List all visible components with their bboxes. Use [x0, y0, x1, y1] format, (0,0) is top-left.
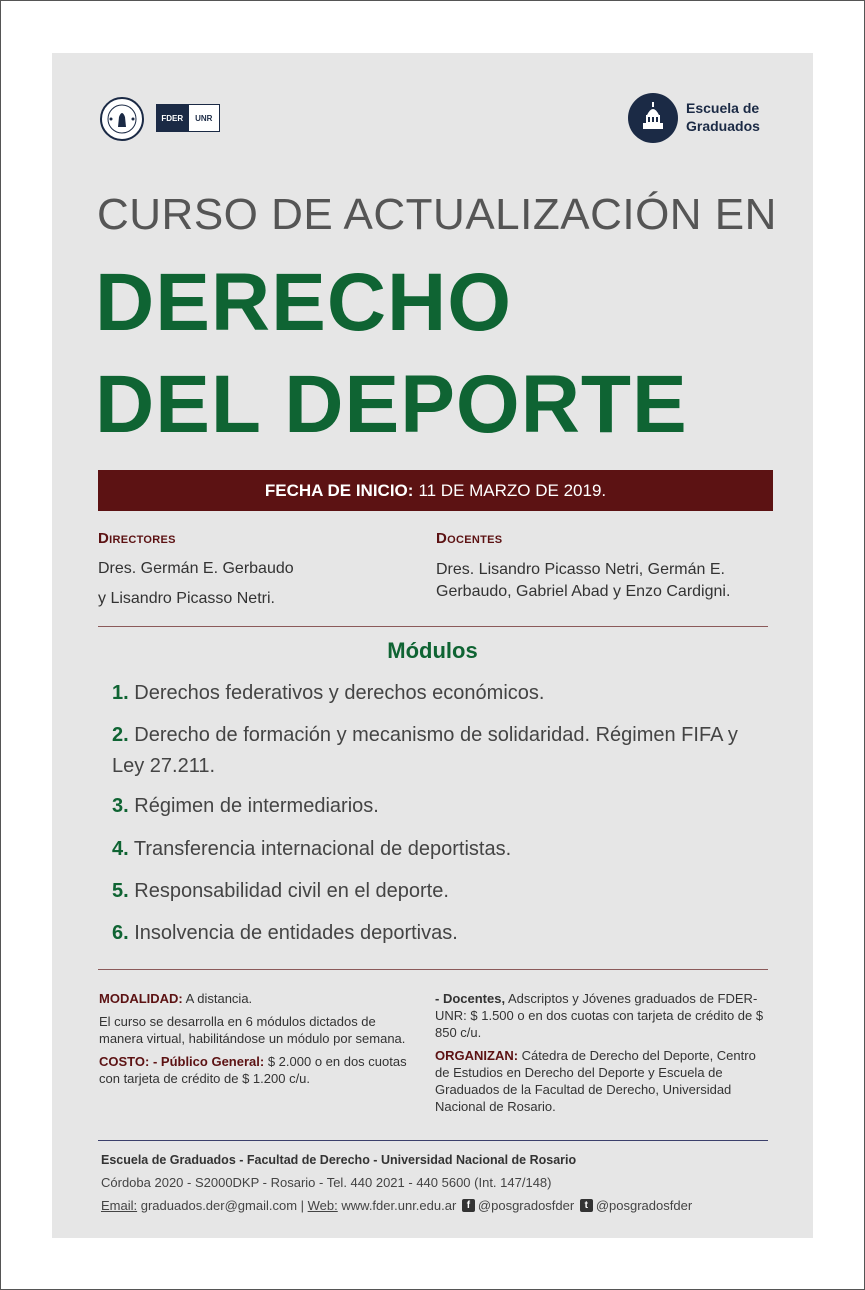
- module-number: 3.: [112, 795, 129, 817]
- directores-text: [98, 554, 294, 614]
- web-link[interactable]: www.fder.unr.edu.ar: [341, 1198, 457, 1213]
- email-link[interactable]: graduados.der@gmail.com |: [140, 1198, 305, 1213]
- footer-contact: [101, 1198, 692, 1213]
- email-label: Email:: [101, 1198, 138, 1213]
- course-title-line2: DEL DEPORTE: [95, 359, 688, 450]
- docentes-line1: Dres. Lisandro Picasso Netri, Germán E.: [436, 561, 725, 578]
- docentes-cost-label: - Docentes,: [435, 991, 506, 1006]
- facebook-icon: f: [462, 1199, 475, 1212]
- directores-line1: Dres. Germán E. Gerbaudo: [98, 560, 294, 577]
- module-item: [112, 834, 752, 865]
- web-label: Web:: [307, 1198, 338, 1213]
- divider: [98, 626, 768, 627]
- docentes-text: [436, 559, 730, 603]
- module-text: Transferencia internacional de deportistas.: [133, 838, 512, 860]
- directores-line2: y Lisandro Picasso Netri.: [98, 590, 275, 607]
- costo-public-value: $ 2.000 o en dos cuotas con tarjeta de crédito de $ 1.200 c/u.: [99, 1054, 407, 1086]
- building-icon: [628, 93, 678, 143]
- costo-label: COSTO:: [99, 1054, 150, 1069]
- modalidad-value: A distancia.: [185, 991, 253, 1006]
- twitter-icon: t: [580, 1199, 593, 1212]
- docentes-heading: Docentes: [436, 530, 503, 547]
- footer-address: Córdoba 2020 - S2000DKP - Rosario - Tel. 440 2021 - 440 5600 (Int. 147/148): [101, 1175, 552, 1190]
- course-title-line1: DERECHO: [95, 257, 513, 348]
- module-number: 4.: [112, 838, 129, 860]
- directores-heading: Directores: [98, 530, 176, 547]
- info-left-column: [99, 990, 421, 1087]
- module-text: Derechos federativos y derechos económicos.: [134, 682, 545, 704]
- modalidad-description: El curso se desarrolla en 6 módulos dictados de manera virtual, habilitándose un módulo por semana.: [99, 1014, 406, 1046]
- module-number: 6.: [112, 922, 129, 944]
- university-seal-icon: [100, 97, 144, 141]
- fder-unr-logo: [156, 104, 220, 132]
- start-date-banner: [98, 470, 773, 511]
- info-right-column: [435, 990, 773, 1115]
- docentes-cost-value: Adscriptos y Jóvenes graduados de FDER-UNR: $ 1.500 o en dos cuotas con tarjeta de crédito de $ 850 c/u.: [435, 991, 764, 1040]
- module-text: Responsabilidad civil en el deporte.: [134, 880, 449, 902]
- costo-public-label: - Público General:: [152, 1054, 265, 1069]
- module-number: 1.: [112, 682, 129, 704]
- module-number: 2.: [112, 724, 129, 746]
- module-item: [112, 791, 752, 822]
- divider: [98, 969, 768, 970]
- modulos-heading: Módulos: [387, 638, 478, 663]
- module-item: [112, 678, 752, 709]
- docentes-line2: Gerbaudo, Gabriel Abad y Enzo Cardigni.: [436, 583, 731, 600]
- twitter-handle[interactable]: @posgradosfder: [595, 1198, 693, 1213]
- organizan-label: ORGANIZAN:: [435, 1048, 519, 1063]
- unr-logo-text: UNR: [188, 105, 220, 131]
- organizan-value: Cátedra de Derecho del Deporte, Centro de Estudios en Derecho del Deporte y Escuela de Graduados de la Facultad de Derecho, Universidad Nacional de Rosario.: [435, 1048, 756, 1114]
- module-number: 5.: [112, 880, 129, 902]
- school-name: [686, 99, 760, 135]
- divider: [98, 1140, 768, 1141]
- module-item: [112, 918, 752, 949]
- module-item: [112, 720, 752, 782]
- module-text: Régimen de intermediarios.: [134, 795, 379, 817]
- start-date-label: FECHA DE INICIO:: [264, 480, 414, 500]
- modalidad-label: MODALIDAD:: [99, 991, 183, 1006]
- school-name-line1: Escuela de: [686, 100, 760, 116]
- start-date-value: 11 DE MARZO DE 2019.: [418, 480, 607, 500]
- module-text: Derecho de formación y mecanismo de solidaridad. Régimen FIFA y Ley 27.211.: [112, 724, 738, 777]
- footer-institution: Escuela de Graduados - Facultad de Derecho - Universidad Nacional de Rosario: [101, 1153, 577, 1167]
- fder-logo-text: FDER: [157, 105, 188, 131]
- module-text: Insolvencia de entidades deportivas.: [134, 922, 458, 944]
- course-kicker: CURSO DE ACTUALIZACIÓN EN: [97, 190, 777, 239]
- module-item: [112, 876, 752, 907]
- school-name-line2: Graduados: [686, 118, 760, 134]
- facebook-handle[interactable]: @posgradosfder: [477, 1198, 575, 1213]
